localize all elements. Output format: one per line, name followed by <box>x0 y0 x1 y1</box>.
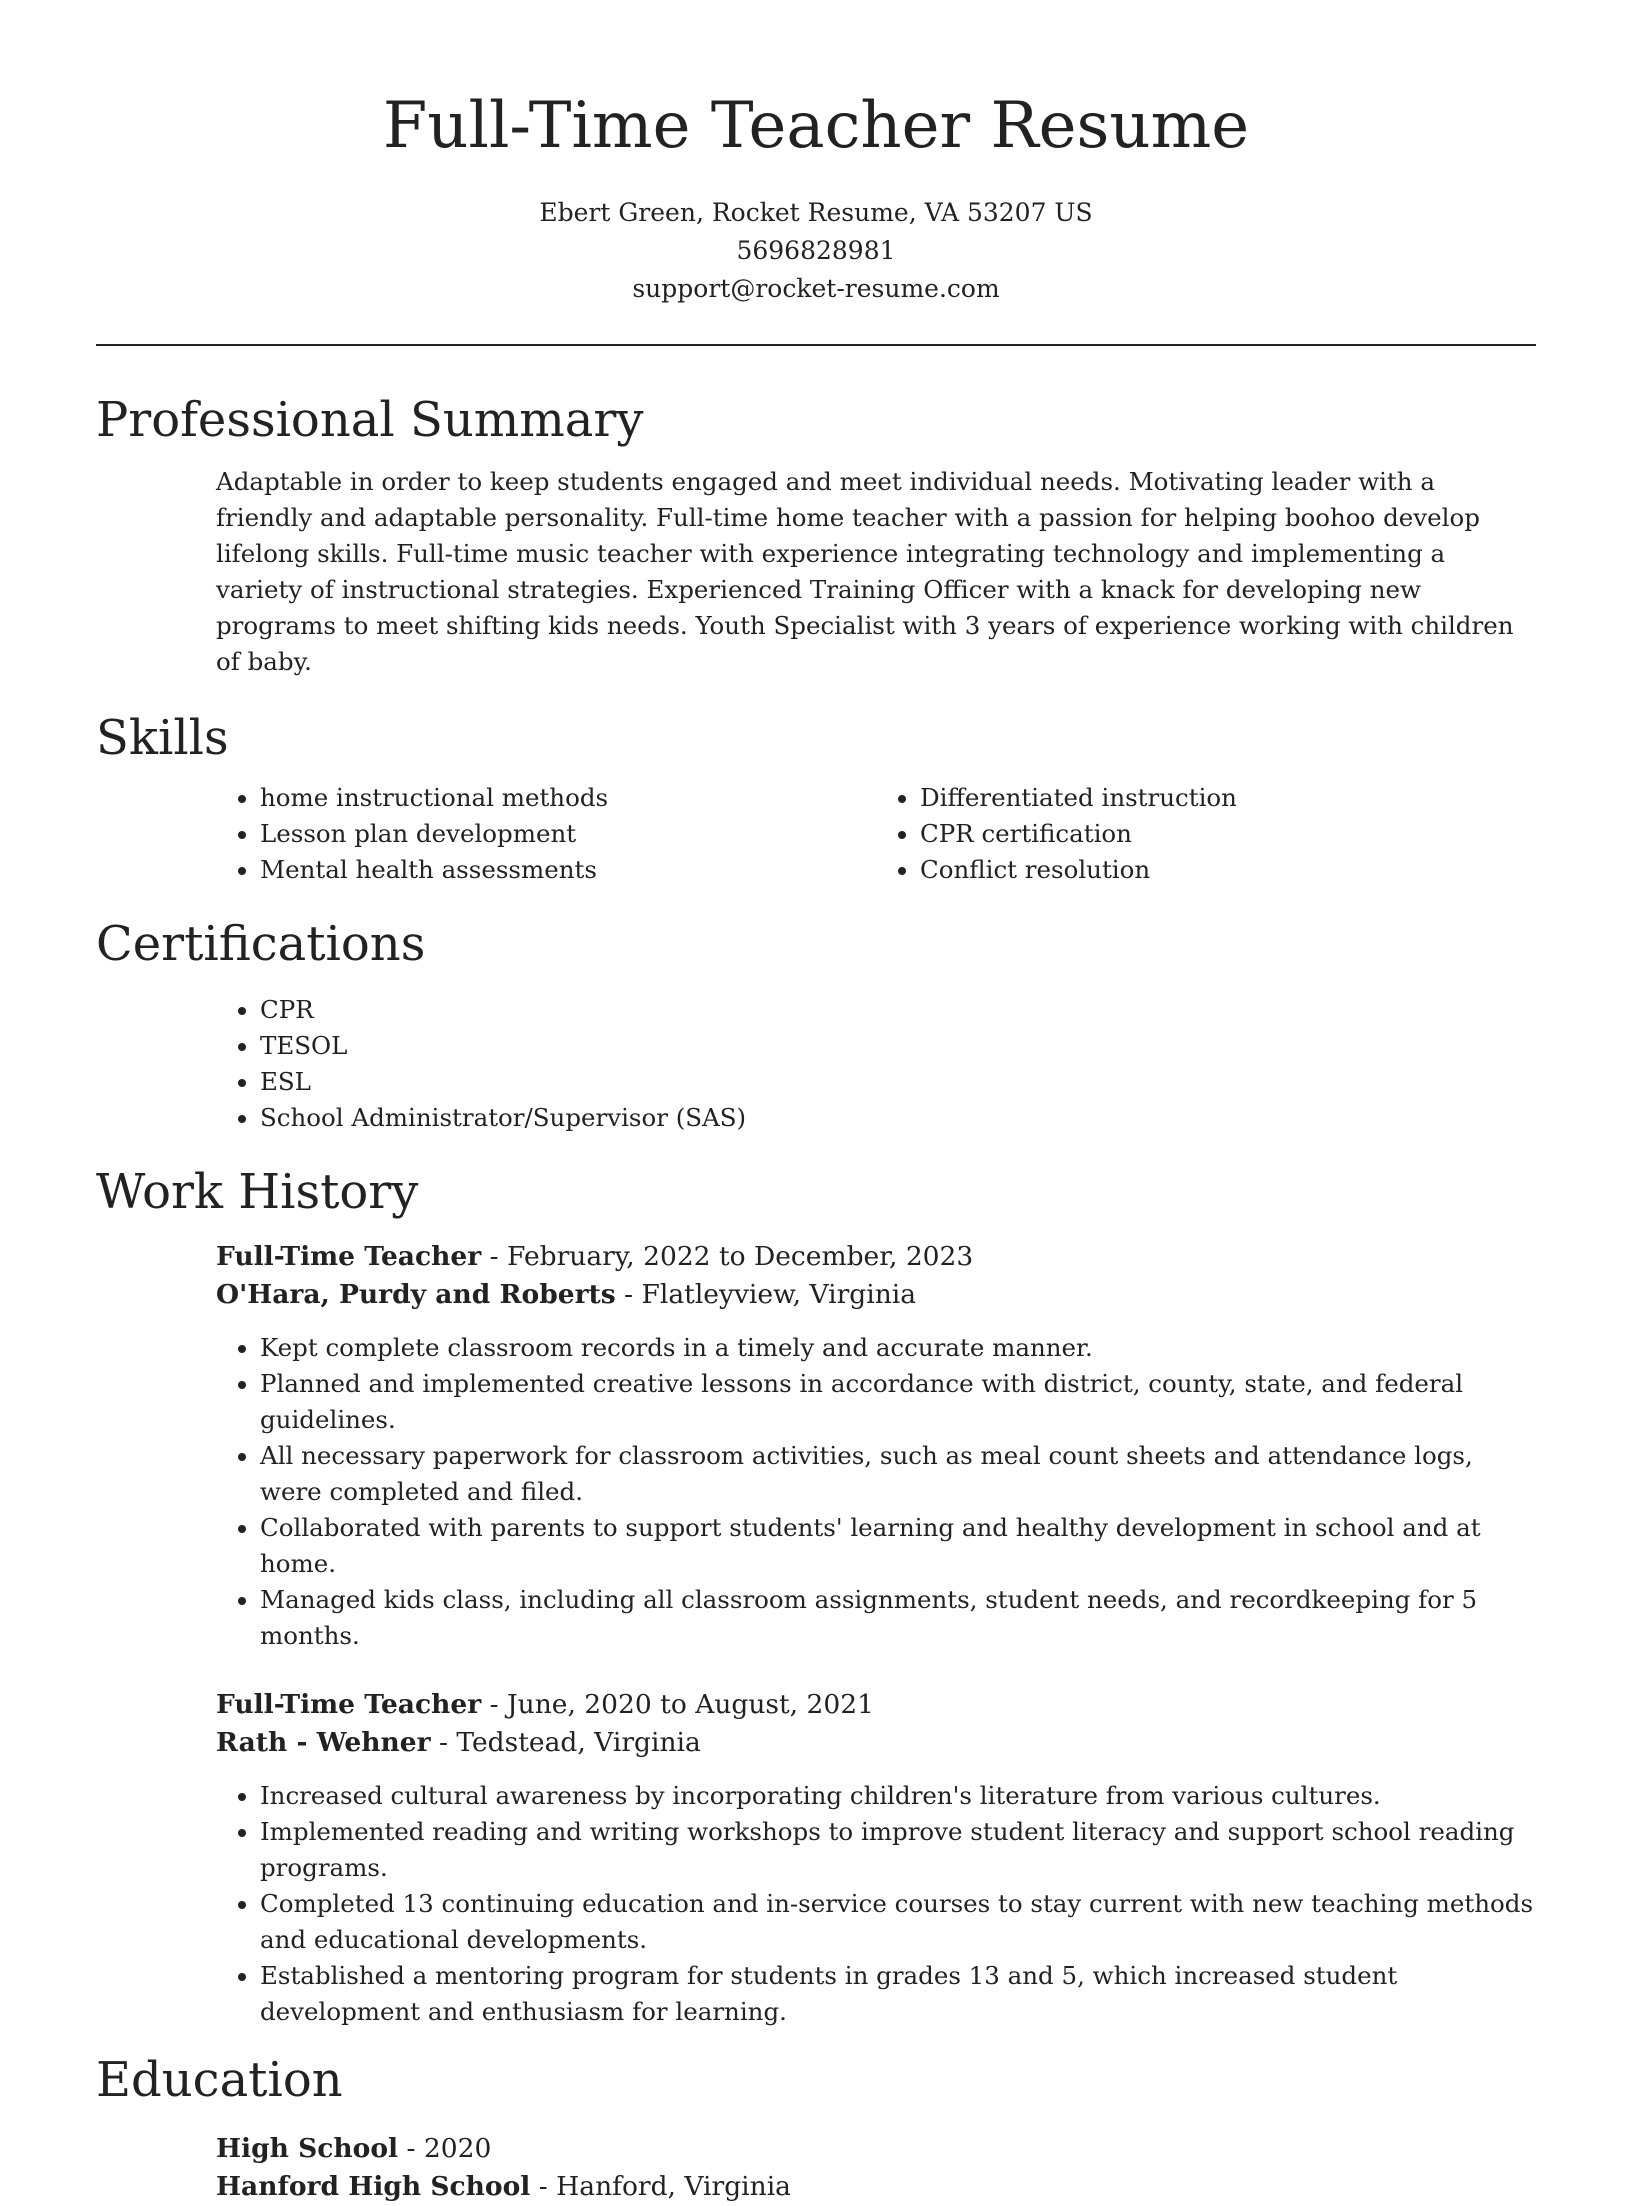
job-bullet: • Kept complete classroom records in a timely and accurate manner. <box>260 1330 1536 1366</box>
job-entry <box>216 1238 1536 1654</box>
contact-info <box>96 194 1536 308</box>
job-bullet: • Increased cultural awareness by incorporating children's literature from various cultures. <box>260 1778 1536 1814</box>
skills-list-left <box>216 780 876 888</box>
job-bullet: • Completed 13 continuing education and in-service courses to stay current with new teaching methods and educational developments. <box>260 1886 1536 1958</box>
job-company: O'Hara, Purdy and Roberts <box>216 1279 616 1310</box>
skills-heading: Skills <box>96 710 229 766</box>
certification-item: • TESOL <box>260 1028 1536 1064</box>
job-bullet: • Managed kids class, including all classroom assignments, student needs, and recordkeeping for 5 months. <box>260 1582 1536 1654</box>
job-bullets <box>216 1330 1536 1654</box>
work-history-heading: Work History <box>96 1164 419 1220</box>
contact-address: Ebert Green, Rocket Resume, VA 53207 US <box>539 198 1093 227</box>
resume-title: Full-Time Teacher Resume <box>382 89 1250 163</box>
education-degree: High School <box>216 2133 399 2164</box>
job-title-line <box>216 1686 1536 1724</box>
education-heading: Education <box>96 2052 343 2108</box>
summary-section <box>96 390 1536 680</box>
education-school-line <box>216 2168 1536 2206</box>
certification-item: • School Administrator/Supervisor (SAS) <box>260 1100 1536 1136</box>
summary-heading: Professional Summary <box>96 392 644 448</box>
skills-section <box>96 708 1536 888</box>
job-company-line <box>216 1724 1536 1762</box>
certifications-list <box>216 992 1536 1136</box>
skill-item: • Differentiated instruction <box>920 780 1536 816</box>
resume-page <box>96 0 1536 2206</box>
job-location: - Tedstead, Virginia <box>430 1727 701 1758</box>
skill-item: • CPR certification <box>920 816 1536 852</box>
certification-item: • CPR <box>260 992 1536 1028</box>
job-bullet: • Implemented reading and writing workshops to improve student literacy and support school reading programs. <box>260 1814 1536 1886</box>
skills-columns <box>216 780 1536 888</box>
header-divider <box>96 344 1536 346</box>
job-bullet: • Established a mentoring program for students in grades 13 and 5, which increased student development and enthusiasm for learning. <box>260 1958 1536 2030</box>
job-dates: - June, 2020 to August, 2021 <box>481 1689 874 1720</box>
job-location: - Flatleyview, Virginia <box>615 1279 917 1310</box>
job-bullet: • Planned and implemented creative lessons in accordance with district, county, state, and federal guidelines. <box>260 1366 1536 1438</box>
job-company: Rath - Wehner <box>216 1727 431 1758</box>
skill-item: • home instructional methods <box>260 780 876 816</box>
education-section <box>96 2050 1536 2206</box>
education-year: - 2020 <box>398 2133 492 2164</box>
job-title: Full-Time Teacher <box>216 1689 482 1720</box>
certifications-heading: Certifications <box>96 916 426 972</box>
certifications-section <box>96 914 1536 1136</box>
job-company-line <box>216 1276 1536 1314</box>
education-school: Hanford High School <box>216 2171 531 2202</box>
certification-item: • ESL <box>260 1064 1536 1100</box>
job-bullet: • Collaborated with parents to support students' learning and healthy development in school and at home. <box>260 1510 1536 1582</box>
work-history-section <box>96 1162 1536 2030</box>
resume-header <box>96 0 1536 346</box>
job-entry <box>216 1686 1536 2030</box>
contact-phone: 5696828981 <box>736 236 896 265</box>
job-title-line <box>216 1238 1536 1276</box>
job-dates: - February, 2022 to December, 2023 <box>481 1241 974 1272</box>
job-bullets <box>216 1778 1536 2030</box>
job-title: Full-Time Teacher <box>216 1241 482 1272</box>
skill-item: • Conflict resolution <box>920 852 1536 888</box>
summary-text: Adaptable in order to keep students engaged and meet individual needs. Motivating leader with a friendly and adaptable personality. Full-time home teacher with a passion for helping boohoo develop lifelong skills. Full-time music teacher with experience integrating technology and implementing a variety of instructional strategies. Experienced Training Officer with a knack for developing new programs to meet shifting kids needs. Youth Specialist with 3 years of experience working with children of baby. <box>216 467 1514 676</box>
skill-item: • Lesson plan development <box>260 816 876 852</box>
skills-list-right <box>876 780 1536 888</box>
education-degree-line <box>216 2130 1536 2168</box>
education-location: - Hanford, Virginia <box>530 2171 791 2202</box>
job-bullet: • All necessary paperwork for classroom activities, such as meal count sheets and attendance logs, were completed and filed. <box>260 1438 1536 1510</box>
contact-email[interactable]: support@rocket-resume.com <box>632 274 1000 303</box>
skill-item: • Mental health assessments <box>260 852 876 888</box>
